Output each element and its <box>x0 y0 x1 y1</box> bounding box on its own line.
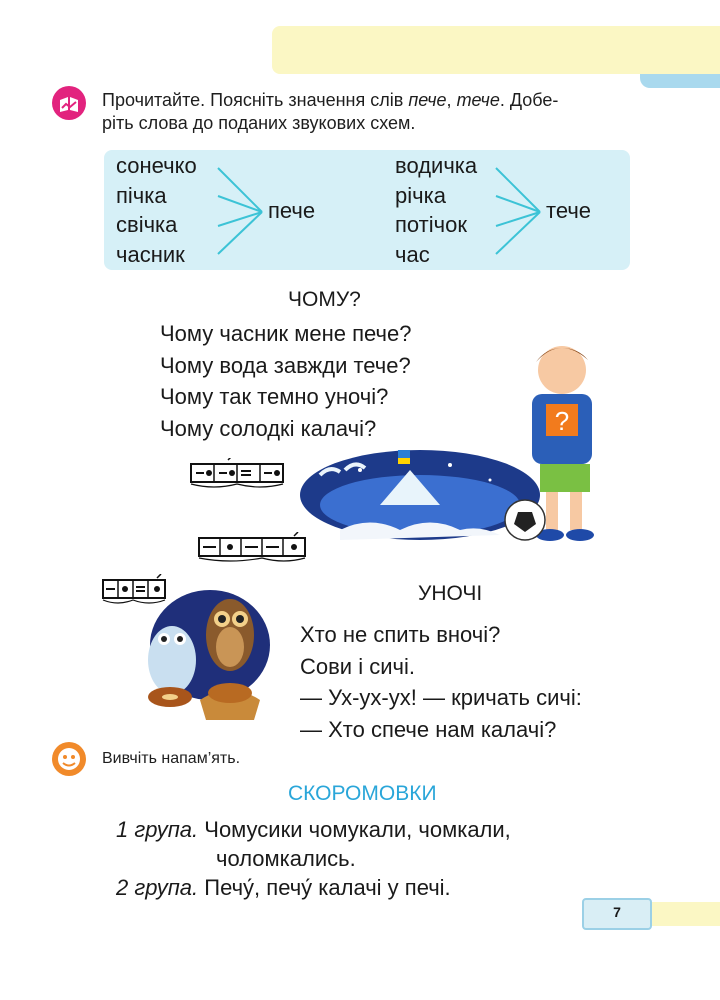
poem-line: Хто не спить вночі? <box>300 622 501 647</box>
sound-scheme <box>190 458 284 488</box>
target-word-right: тече <box>546 198 592 223</box>
tongue-twister-text: Печу́, печу́ калачі у печі. <box>204 875 451 900</box>
tongue-twister <box>116 814 511 846</box>
poem-title: УНОЧІ <box>418 582 483 605</box>
task-instruction: Вивчіть напам’ять. <box>102 750 241 767</box>
poem-line: Чому солодкі калачі? <box>160 415 377 441</box>
word-item: потічок <box>395 212 467 237</box>
word-item: свічка <box>116 212 178 237</box>
word-item: часник <box>116 241 185 267</box>
svg-text:?: ? <box>554 406 570 436</box>
footer-band <box>648 902 720 926</box>
group-label: 2 група. <box>116 875 199 900</box>
word-item: річка <box>395 182 446 208</box>
word-item: сонечко <box>116 153 197 178</box>
poem-line: — Хто спече нам калачі? <box>300 716 557 742</box>
tongue-twister <box>116 872 451 904</box>
learn-task-icon <box>52 742 86 776</box>
poem-body <box>300 619 582 745</box>
word-item: пічка <box>116 182 167 208</box>
group-label: 1 група. <box>116 817 199 842</box>
target-word-left: пече <box>268 198 316 223</box>
section-title: СКОРОМОВКИ <box>288 782 437 805</box>
task-instruction: Прочитайте. Поясніть значення слів пече, тече. Добе- ріть слова до поданих звукових схем. <box>102 90 559 133</box>
boy-night-illustration <box>300 330 640 560</box>
poem-line: Чому вода завжди тече? <box>160 352 411 378</box>
poem-line: Сови і сичі. <box>300 653 415 679</box>
poem-title: ЧОМУ? <box>288 288 361 311</box>
page-number: 7 <box>613 904 621 920</box>
arrow-lines <box>0 0 720 300</box>
poem-line: Чому так темно уночі? <box>160 384 389 409</box>
owls-illustration <box>130 585 290 730</box>
word-item: водичка <box>395 153 478 178</box>
sound-scheme <box>198 532 306 562</box>
word-item: час <box>395 241 430 267</box>
tongue-twister-continuation: чоломкались. <box>216 846 356 871</box>
tongue-twister-text: Чомусики чомукали, чомкали, <box>204 817 511 842</box>
poem-line: — Ух-ух-ух! — кричать сичі: <box>300 685 582 710</box>
poem-line: Чому часник мене пече? <box>160 321 412 346</box>
